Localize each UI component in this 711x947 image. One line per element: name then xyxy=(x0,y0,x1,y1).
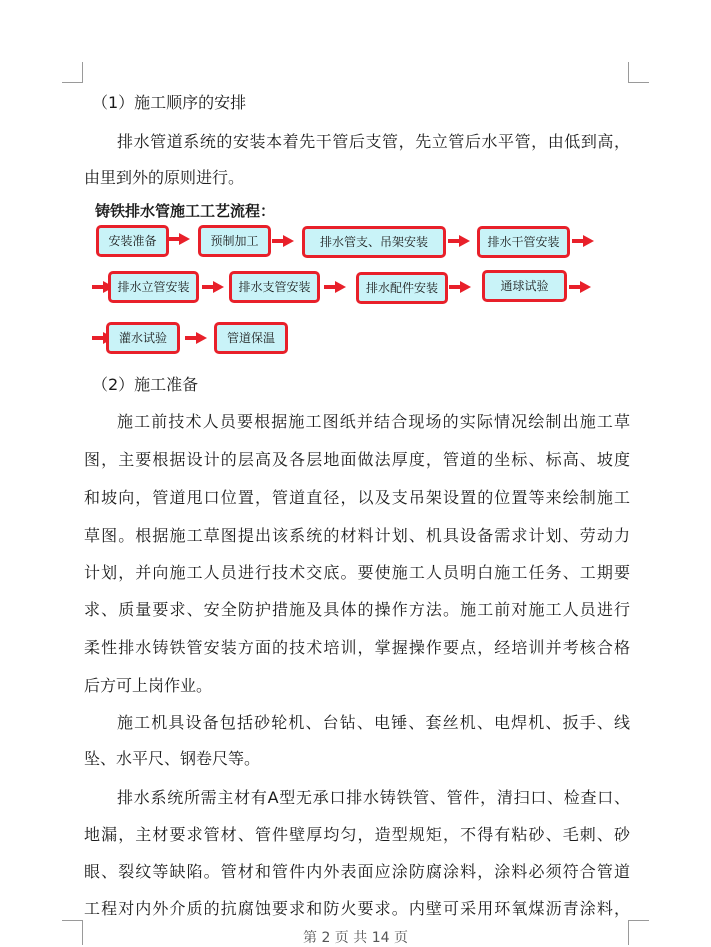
flow-arrow-icon xyxy=(449,283,471,291)
section2-line: 草图。根据施工草图提出该系统的材料计划、机具设备需求计划、劳动力 xyxy=(84,526,630,545)
flow-arrow-icon xyxy=(569,283,591,291)
section1-heading: （1）施工顺序的安排 xyxy=(92,93,247,112)
flow-step-box: 管道保温 xyxy=(214,322,288,354)
flow-arrow-icon xyxy=(185,334,207,342)
section2-line: 后方可上岗作业。 xyxy=(84,676,213,695)
section2-line: 求、质量要求、安全防护措施及具体的操作方法。施工前对施工人员进行 xyxy=(84,600,630,619)
flow-arrow-icon xyxy=(324,283,346,291)
flow-step-box: 排水管支、吊架安装 xyxy=(302,226,446,258)
flow-arrow-icon xyxy=(202,283,224,291)
flow-arrow-icon xyxy=(92,334,106,342)
flow-step-box: 安装准备 xyxy=(96,225,169,257)
flow-arrow-icon xyxy=(448,237,470,245)
section2-line: 和坡向，管道甩口位置，管道直径，以及支吊架设置的位置等来绘制施工 xyxy=(84,488,630,507)
page-corner-mark-top-right xyxy=(628,62,649,83)
section2-line: 排水系统所需主材有A型无承口排水铸铁管、管件，清扫口、检查口、 xyxy=(117,788,630,807)
flow-arrow-icon xyxy=(168,235,190,243)
section2-heading: （2）施工准备 xyxy=(92,375,199,394)
flow-title: 铸铁排水管施工工艺流程： xyxy=(95,202,276,220)
flow-step-box: 通球试验 xyxy=(482,270,567,302)
flow-arrow-icon xyxy=(92,283,106,291)
section2-line: 图，主要根据设计的层高及各层地面做法厚度，管道的坐标、标高、坡度 xyxy=(84,450,630,469)
section2-line: 工程对内外介质的抗腐蚀要求和防火要求。内壁可采用环氧煤沥青涂料， xyxy=(84,899,630,918)
section1-line: 排水管道系统的安装本着先干管后支管，先立管后水平管，由低到高， xyxy=(117,132,630,151)
section2-line: 坠、水平尺、钢卷尺等。 xyxy=(84,749,261,768)
flow-step-box: 排水立管安装 xyxy=(108,271,199,303)
flow-arrow-icon xyxy=(272,237,294,245)
section2-line: 施工机具设备包括砂轮机、台钻、电锤、套丝机、电焊机、扳手、线 xyxy=(117,713,630,732)
flow-step-box: 预制加工 xyxy=(198,225,271,257)
flow-arrow-icon xyxy=(572,237,594,245)
section2-line: 柔性排水铸铁管安装方面的技术培训，掌握操作要点，经培训并考核合格 xyxy=(84,638,630,657)
page-corner-mark-top-left xyxy=(62,62,83,83)
flow-step-box: 排水配件安装 xyxy=(356,272,448,304)
flow-step-box: 排水支管安装 xyxy=(229,271,320,303)
section2-line: 地漏，主材要求管材、管件壁厚均匀，造型规矩，不得有粘砂、毛刺、砂 xyxy=(84,825,630,844)
section2-line: 计划，并向施工人员进行技术交底。要使施工人员明白施工任务、工期要 xyxy=(84,563,630,582)
section1-line: 由里到外的原则进行。 xyxy=(84,168,245,187)
flow-step-box: 灌水试验 xyxy=(106,322,180,354)
page-footer: 第 2 页 共 14 页 xyxy=(303,930,408,946)
flow-step-box: 排水干管安装 xyxy=(477,226,570,258)
section2-line: 施工前技术人员要根据施工图纸并结合现场的实际情况绘制出施工草 xyxy=(117,412,630,431)
section2-line: 眼、裂纹等缺陷。管材和管件内外表面应涂防腐涂料，涂料必须符合管道 xyxy=(84,862,630,881)
